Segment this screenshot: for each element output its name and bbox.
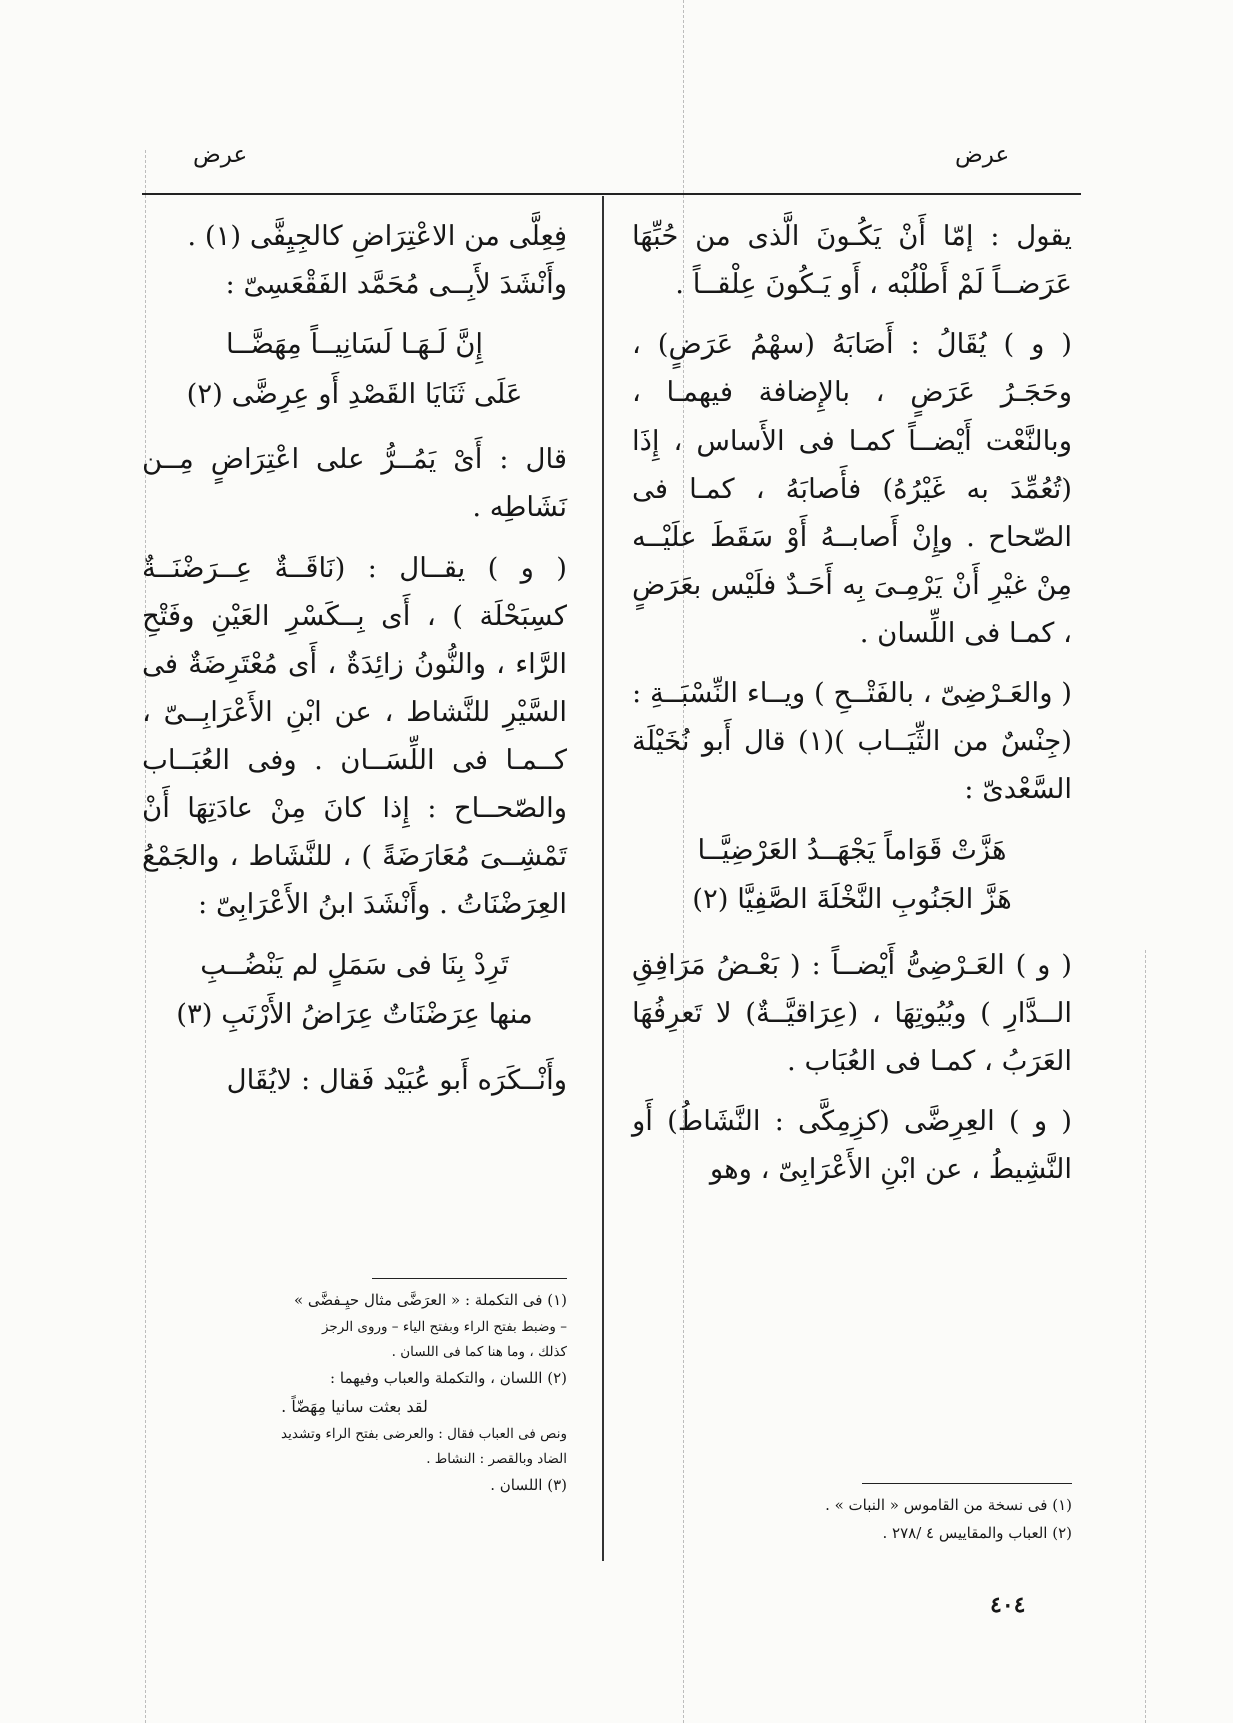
- running-head-right: عرض: [955, 142, 1010, 168]
- verse: [142, 320, 567, 419]
- footnote: (٣) اللسان .: [490, 1475, 567, 1494]
- paragraph: ( و ) العِرِضَّى (كزِمِكَّى : النَّشَاطُ) أَو النَّشِيطُ ، عن ابْنِ الأَعْرَابِىّ ، وهو: [632, 1104, 1072, 1185]
- page-number: ٤٠٤: [990, 1592, 1026, 1618]
- footnote: (١) فى نسخة من القاموس « النبات » .: [825, 1496, 1072, 1514]
- left-column: [142, 212, 567, 1116]
- footnote: (١) فى التكملة : « العرَضَّى مثال حيِـفضَّى »: [293, 1291, 567, 1309]
- paragraph: ( و ) يقــال : (نَاقَــةٌ عِــرَضْنَــةٌ كسِبَحْلَة ) ، أَى بِــكَسْرِ العَيْنِ وفَتْحِ الرَّاء ، والنُّونُ زائِدَةٌ ، أَى مُعْتَرِضَةٌ فى السَّيْرِ للنَّشاط ، عن ابْنِ الأَعْرَابِــىّ ، كــمـا فى اللِّسَــان . وفى العُبَــاب والصّحــاح : إِذا كانَ مِنْ عادَتِهَا أَنْ تَمْشِــىَ مُعَارَضَةً ) ، للنَّشَاط ، والجَمْعُ العِرَضْنَاتُ . وأَنْشَدَ ابنُ الأَعْرَابِىّ :: [142, 551, 567, 921]
- footnote-line: ونص فى العباب فقال : والعرضى بفتح الراء وتشديد: [281, 1426, 567, 1443]
- header-rule: [142, 193, 1081, 195]
- footnote-line: – وضبط بفتح الراء وبفتح الياء – وروى الرجز: [321, 1318, 567, 1335]
- paragraph: وأَنْشَدَ لأَبِــى مُحَمَّد الفَقْعَسِىّ :: [225, 268, 567, 301]
- paragraph: ( و ) العَـرْضِىُّ أَيْضــاً : ( بَعْـضُ مَرَافِقِ الــدَّارِ ) وبُيُوتِهَا ، (عِرَاقيَّــةٌ) لا تَعرِفُهَا العَرَبُ ، كمـا فى العُبَاب .: [632, 948, 1072, 1077]
- verse: [632, 826, 1072, 925]
- paragraph: فِعِلَّى من الاعْتِرَاضِ كالجِيِفَّى (١) .: [187, 220, 567, 252]
- verse-line: عَلَى ثَنَايَا القَصْدِ أَو عِرِضَّى (٢): [186, 377, 523, 410]
- footnote-verse: لقد بعثت سانيا مِهَضّاً .: [281, 1397, 428, 1417]
- paragraph: وأَنْــكَرَه أَبو عُبَيْد فَقال : لايُقَال: [226, 1063, 567, 1096]
- verse-line: تَرِدْ بِنَا فى سَمَلٍ لم يَنْضُــبِ: [200, 948, 509, 981]
- footnote-rule: [372, 1278, 567, 1279]
- paragraph: ( و ) يُقَالُ : أَصَابَهُ (سهْمُ عَرَضٍ) ، وحَجَـرُ عَرَضٍ ، بالإِضافة فيهمـا ، وبالنَّعْت أَيْضــاً كمـا فى الأَساس ، إِذَا (تُعُمِّدَ به غَيْرُهُ) فأَصابَهُ ، كمـا فى الصّحاح . وإِنْ أَصابــهُ أَوْ سَقَطَ علَيْــه مِنْ غيْرِ أَنْ يَرْمِـىَ بِه أَحَـدٌ فلَيْس بعَرَضٍ ، كمـا فى اللِّسان .: [632, 328, 1072, 649]
- footnote-line: الضاد وبالقصر : النشاط .: [426, 1451, 567, 1467]
- verse: [142, 941, 567, 1040]
- footnote: (٢) العباب والمقاييس ٤ /٢٧٨ .: [882, 1523, 1072, 1542]
- scan-guide-line: [1145, 950, 1146, 1723]
- verse-line: منها عِرَضْنَاتٌ عِرَاضُ الأَرْنَبِ (٣): [176, 998, 533, 1030]
- verse-line: هَزَّتْ قَوَاماً يَجْهَــدُ العَرْضِيَّــا: [697, 833, 1007, 866]
- right-column: [632, 212, 1072, 1205]
- verse-line: إِنَّ لَـهَـا لَسَانِيــاً مِهَضَّــا: [225, 328, 484, 361]
- paragraph: قال : أَىْ يَمُــرُّ على اعْتِرَاضٍ مِــن نَشَاطِه .: [142, 443, 567, 524]
- footnote-rule: [862, 1483, 1072, 1484]
- paragraph: ( والعَـرْضِىّ ، بالفَتْــحِ ) ويــاء النِّسْبَــةِ : (جِنْسٌ من الثِّيَــاب )(١) قال أَبو نُخَيْلَة السَّعْدىّ :: [632, 677, 1072, 806]
- paragraph: يقول : إمّا أَنْ يَكُـونَ الَّذى من حُبِّهَا عَرَضــاً لَمْ أَطْلُبْه ، أَو يَـكُونَ عِلْقــاً .: [632, 220, 1072, 301]
- column-separator: [602, 196, 604, 1561]
- footnotes-left: [142, 1287, 567, 1500]
- running-head-left: عرض: [193, 142, 248, 168]
- footnote: (٢) اللسان ، والتكملة والعباب وفيهما :: [330, 1368, 567, 1387]
- verse-line: هَزَّ الجَنُوبِ النَّخْلَةَ الصَّفِيَّا (٢): [692, 883, 1012, 915]
- footnote-line: كذلك ، وما هنا كما فى اللسان .: [391, 1343, 567, 1360]
- footnotes-right: [632, 1492, 1072, 1548]
